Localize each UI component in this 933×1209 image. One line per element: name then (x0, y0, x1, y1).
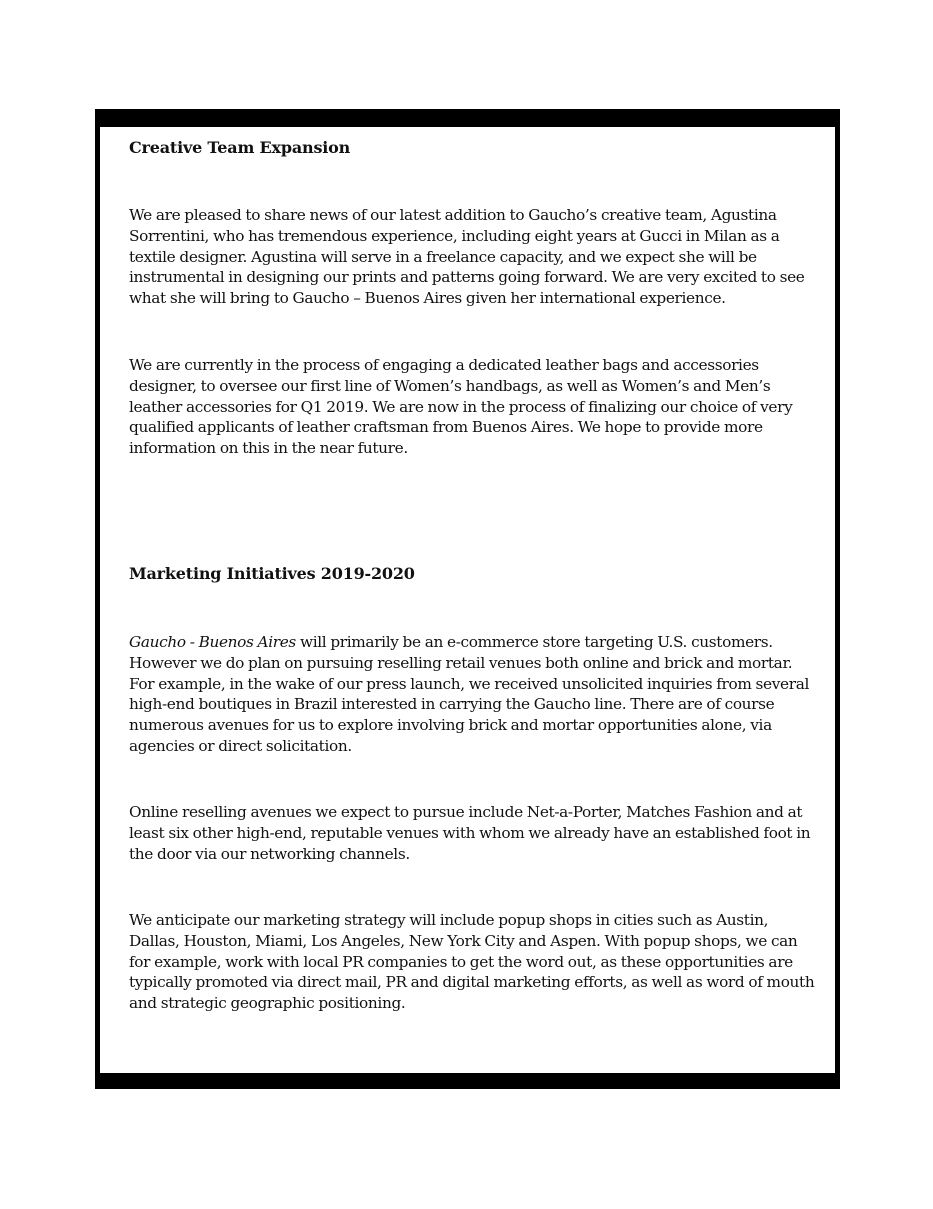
paragraph-leather-designer: We are currently in the process of engaging a dedicated leather bags and accessories designer, to oversee our first line of Women’s handbags, as well as Women’s and Men’s leather accessories for Q1 2019. We are now in the process of finalizing our choice of very qualified applicants of leather craftsman from Buenos Aires. We hope to provide more information on this in the near future. (129, 356, 793, 458)
section-heading-marketing: Marketing Initiatives 2019-2020 (129, 564, 415, 583)
brand-name-italic: Gaucho - Buenos Aires (129, 633, 296, 651)
paragraph-ecommerce-text: will primarily be an e-commerce store targeting U.S. customers. However we do plan on pursuing reselling retail venues both online and brick and mortar. For example, in the wake of our press launch, we received unsolicited inquiries from several high-end boutiques in Brazil interested in carrying the Gaucho line. There are of course numerous avenues for us to explore involving brick and mortar opportunities alone, via agencies or direct solicitation. (129, 633, 810, 755)
section-heading-creative-team: Creative Team Expansion (129, 138, 351, 157)
paragraph-popup-shops: We anticipate our marketing strategy will include popup shops in cities such as Austin, Dallas, Houston, Miami, Los Angeles, New York City and Aspen. With popup shops, we can for example, work with local PR companies to get the word out, as these opportunities are typically promoted via direct mail, PR and digital marketing efforts, as well as word of mouth and strategic geographic positioning. (129, 911, 815, 1013)
page-border-frame (95, 109, 840, 1089)
paragraph-ecommerce (129, 632, 819, 757)
paragraph-new-designer: We are pleased to share news of our latest addition to Gaucho’s creative team, Agustina Sorrentini, who has tremendous experience, including eight years at Gucci in Milan as a textile designer. Agustina will serve in a freelance capacity, and we expect she will be instrumental in designing our prints and patterns going forward. We are very excited to see what she will bring to Gaucho – Buenos Aires given her international experience. (129, 206, 805, 308)
paragraph-online-reselling: Online reselling avenues we expect to pursue include Net-a-Porter, Matches Fashion and at least six other high-end, reputable venues with whom we already have an established foot in the door via our networking channels. (129, 803, 811, 863)
